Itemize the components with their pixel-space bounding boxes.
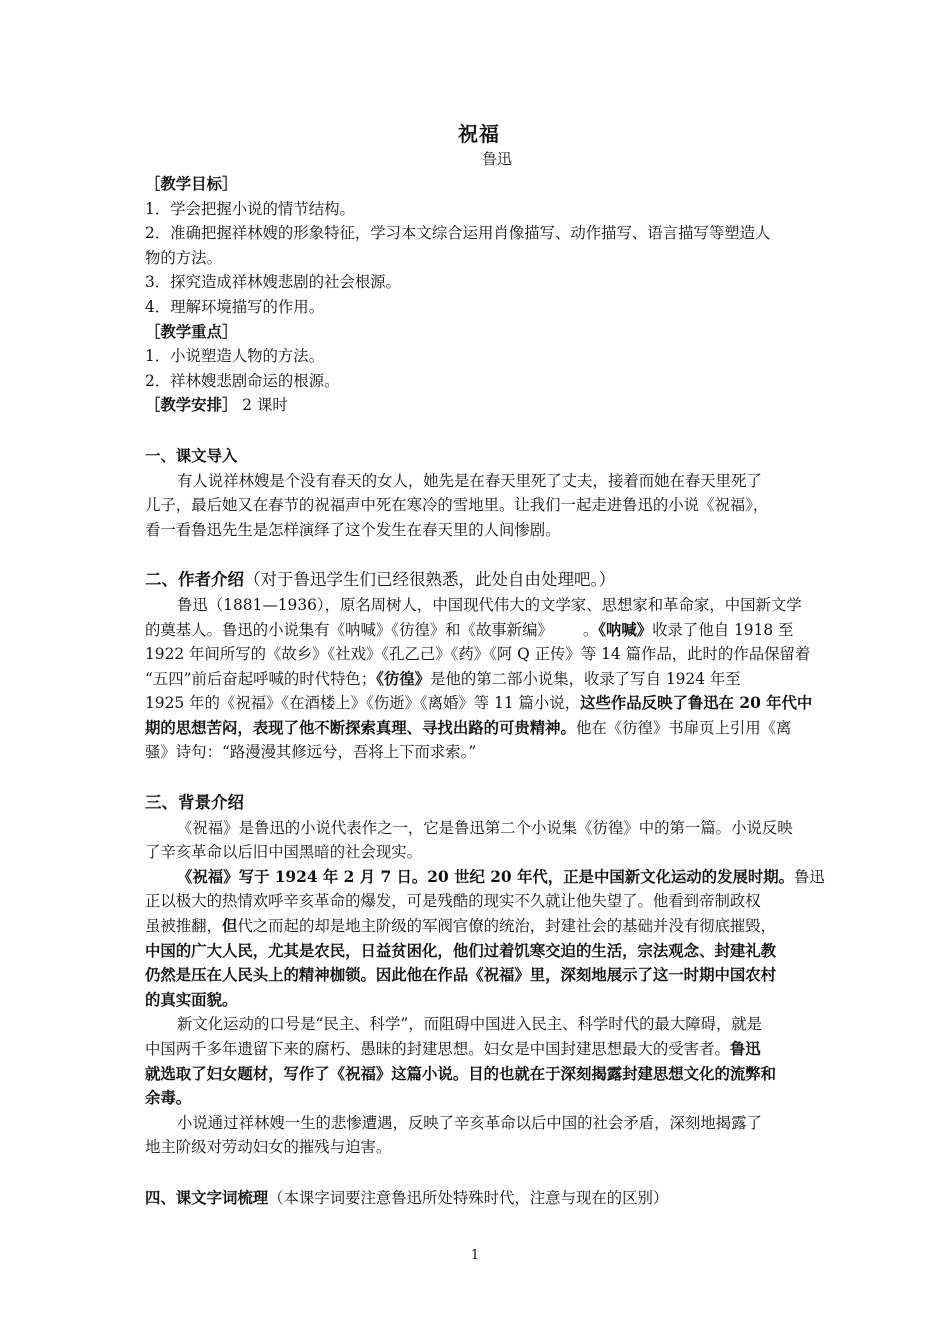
author-line bbox=[145, 618, 813, 643]
goal-item: 3．探究造成祥林嫂悲剧的社会根源。 bbox=[145, 273, 402, 292]
background-line bbox=[145, 865, 825, 890]
author-line: 骚》诗句：“路漫漫其修远兮，吾将上下而求索。” bbox=[145, 743, 477, 762]
goal-item: 物的方法。 bbox=[145, 248, 222, 267]
author-bold-text: 期的思想苦闷，表现了他不断探索真理、寻找出路的可贵精神。 bbox=[145, 718, 576, 737]
goal-item: 1．学会把握小说的情节结构。 bbox=[145, 199, 355, 218]
intro-line: 看一看鲁迅先生是怎样演绎了这个发生在春天里的人间惨剧。 bbox=[145, 520, 561, 539]
author-text: 收录了他自 1918 至 bbox=[652, 620, 794, 639]
background-bold-text: 仍然是压在人民头上的精神枷锁。因此他在作品《祝福》里，深刻地展示了这一时期中国农村 bbox=[145, 966, 777, 985]
focus-item: 2．祥林嫂悲剧命运的根源。 bbox=[145, 371, 340, 390]
background-bold-text: 但 bbox=[221, 917, 238, 936]
background-text: 中国两千多年遗留下来的腐朽、愚昧的封建思想。妇女是中国封建思想最大的受害者。 bbox=[145, 1040, 730, 1058]
author-bold-text: 《彷徨》 bbox=[376, 669, 431, 688]
document-title: 祝福 bbox=[458, 122, 500, 146]
background-bold-text: 的真实面貌。 bbox=[145, 990, 238, 1009]
background-line bbox=[145, 914, 813, 939]
schedule-heading: ［教学安排］ bbox=[145, 396, 238, 415]
author-text: 是他的第二部小说集，收录了写自 1924 年至 bbox=[430, 669, 741, 688]
author-text: 的奠基人。鲁迅的小说集有《呐喊》《彷徨》和《故事新编》 bbox=[145, 620, 553, 639]
section-vocab-note: （本课字词要注意鲁迅所处特殊时代，注意与现在的区别） bbox=[268, 1188, 669, 1207]
page-number: 1 bbox=[470, 1248, 480, 1263]
author-line bbox=[145, 716, 813, 741]
background-line bbox=[145, 988, 813, 1013]
section-author-note: （对于鲁迅学生们已经很熟悉，此处自由处理吧。） bbox=[244, 570, 616, 590]
author-line: 1922 年间所写的《故乡》《社戏》《孔乙己》《药》《阿 Q 正传》等 14 篇作品，此时的作品保留着 bbox=[145, 645, 811, 664]
background-bold-text: 就选取了妇女题材，写作了《祝福》这篇小说。目的也就在于深刻揭露封建思想文化的流弊和 bbox=[145, 1064, 777, 1083]
background-bold-text: 《祝福》写于 1924 年 2 月 7 日。20 世纪 20 年代，正是中国新文化运动的发展时期。 bbox=[177, 867, 795, 886]
background-line bbox=[145, 1037, 813, 1062]
focus-item: 1．小说塑造人物的方法。 bbox=[145, 347, 325, 366]
document-author: 鲁迅 bbox=[481, 150, 512, 168]
author-line bbox=[145, 691, 813, 716]
focus-heading: ［教学重点］ bbox=[145, 322, 238, 341]
background-line bbox=[145, 963, 813, 988]
background-bold-text: 余毒。 bbox=[145, 1089, 192, 1108]
background-line bbox=[145, 1086, 813, 1111]
section-vocab-heading bbox=[145, 1186, 813, 1211]
background-line: 了辛亥革命以后旧中国黑暗的社会现实。 bbox=[145, 843, 423, 862]
background-bold-text: 鲁迅 bbox=[729, 1040, 761, 1058]
background-text: 代之而起的却是地主阶级的军阀官僚的统治，封建社会的基础并没有彻底摧毁， bbox=[237, 917, 777, 936]
author-bold-text: 这些作品反映了鲁迅在 20 年代中 bbox=[580, 694, 813, 713]
author-bold-text: 《呐喊》 bbox=[598, 620, 653, 639]
author-text: 。 bbox=[582, 620, 599, 639]
background-line: 《祝福》是鲁迅的小说代表作之一，它是鲁迅第二个小说集《彷徨》中的第一篇。小说反映 bbox=[177, 818, 793, 837]
section-intro-heading: 一、课文导入 bbox=[145, 446, 238, 465]
background-line: 地主阶级对劳动妇女的摧残与迫害。 bbox=[145, 1138, 392, 1157]
schedule-value: 2 课时 bbox=[242, 396, 288, 415]
goal-item: 2．准确把握祥林嫂的形象特征，学习本文综合运用肖像描写、动作描写、语言描写等塑造人 bbox=[145, 224, 771, 243]
section-background-heading: 三、背景介绍 bbox=[145, 793, 244, 813]
background-text: 虽被推翻， bbox=[145, 917, 222, 936]
background-bold-text: 中国的广大人民，尤其是农民，日益贫困化，他们过着饥寒交迫的生活，宗法观念、封建礼教 bbox=[145, 941, 777, 960]
author-text: 他在《彷徨》书扉页上引用《离 bbox=[575, 718, 792, 737]
schedule-row bbox=[145, 393, 813, 418]
author-line bbox=[145, 667, 813, 692]
background-line: 小说通过祥林嫂一生的悲惨遭遇，反映了辛亥革命以后中国的社会矛盾，深刻地揭露了 bbox=[177, 1113, 762, 1132]
background-line bbox=[145, 939, 813, 964]
background-line: 正以极大的热情欢呼辛亥革命的爆发，可是残酷的现实不久就让他失望了。他看到帝制政权 bbox=[145, 892, 761, 911]
intro-line: 儿子，最后她又在春节的祝福声中死在寒冷的雪地里。让我们一起走进鲁迅的小说《祝福》， bbox=[145, 496, 769, 515]
document-body bbox=[145, 120, 825, 1211]
background-line bbox=[145, 1062, 813, 1087]
section-author-title: 二、作者介绍 bbox=[145, 570, 244, 590]
intro-line: 有人说祥林嫂是个没有春天的女人，她先是在春天里死了丈夫，接着而她在春天里死了 bbox=[177, 471, 762, 490]
goal-item: 4．理解环境描写的作用。 bbox=[145, 297, 325, 316]
background-line: 新文化运动的口号是“民主、科学”，而阻碍中国进入民主、科学时代的最大障碍，就是 bbox=[177, 1015, 763, 1034]
author-line: 鲁迅（1881—1936），原名周树人，中国现代伟大的文学家、思想家和革命家，中国新文学 bbox=[177, 595, 802, 614]
section-vocab-title: 四、课文字词梳理 bbox=[145, 1188, 269, 1207]
background-text: 鲁迅 bbox=[794, 867, 825, 886]
author-text: 1925 年的《祝福》《在酒楼上》《伤逝》《离婚》等 11 篇小说， bbox=[145, 694, 581, 713]
author-text: “五四”前后奋起呼喊的时代特色； bbox=[145, 669, 377, 688]
section-author-heading bbox=[145, 568, 813, 593]
goals-heading: ［教学目标］ bbox=[145, 175, 238, 193]
